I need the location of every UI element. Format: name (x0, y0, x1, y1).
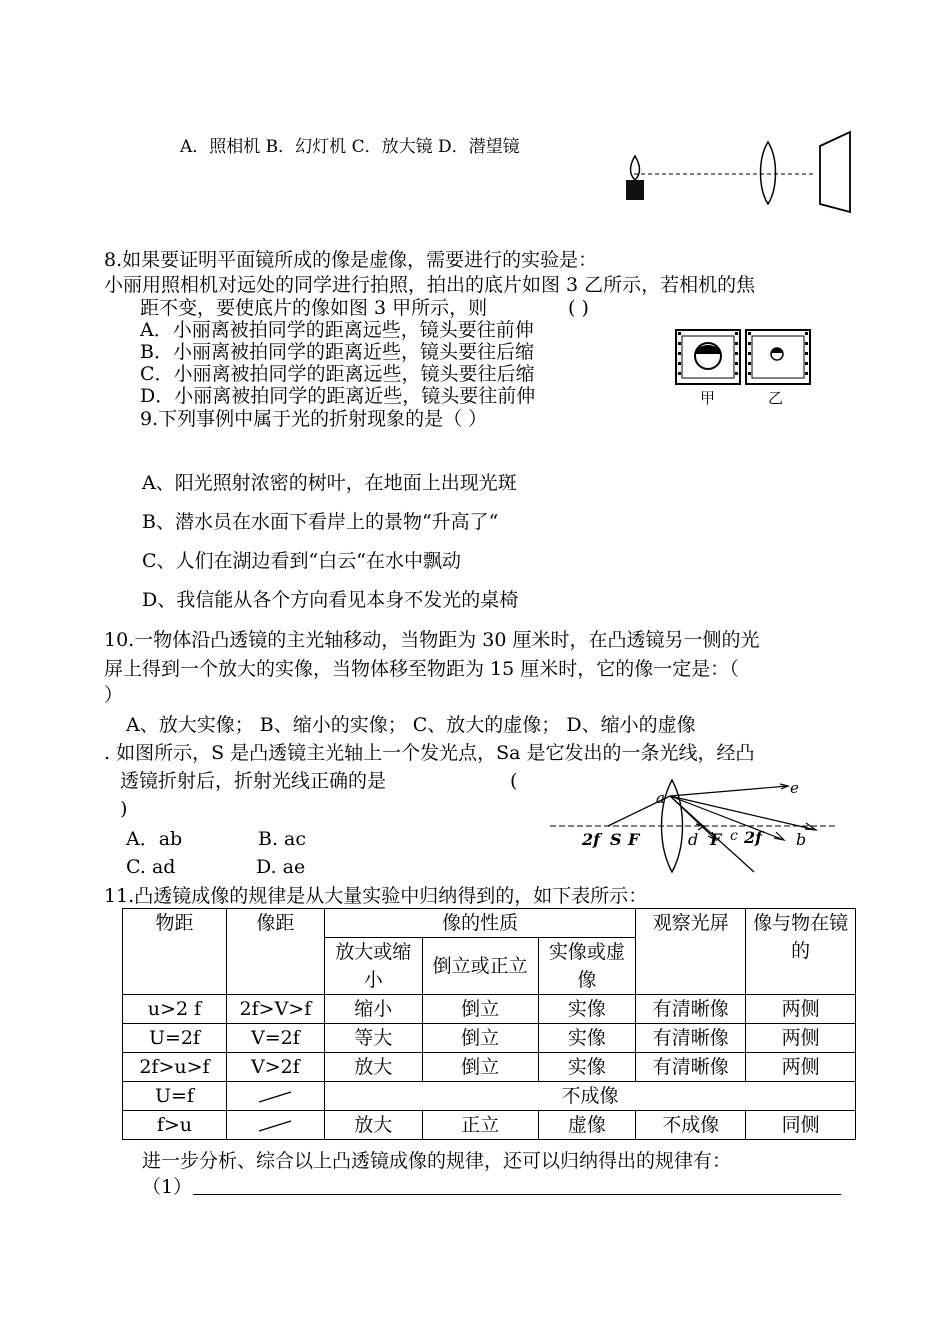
ray-ae (670, 786, 788, 796)
label-2f-left: 2f (582, 830, 601, 849)
label-e: e (790, 779, 799, 797)
label-c: c (730, 828, 738, 844)
cell-v-slash (226, 1082, 324, 1111)
q8-option-d: D．小丽离被拍同学的距离近些，镜头要往前伸 (140, 385, 536, 407)
header-screen: 观察光屏 (636, 909, 746, 995)
q10-options: A、放大实像； B、缩小的实像； C、放大的虚像； D、缩小的虚像 (126, 714, 696, 736)
q9-option-a: A、阳光照射浓密的树叶，在地面上出现光斑 (142, 472, 517, 494)
cell-orientation: 倒立 (422, 1024, 538, 1053)
q10-line2: 屏上得到一个放大的实像，当物体移至物距为 15 厘米时，它的像一定是：（ (104, 658, 739, 680)
cell-screen: 有清晰像 (636, 1053, 746, 1082)
header-side: 像与物在镜的 (746, 909, 856, 995)
q9-title: 9.下列事例中属于光的折射现象的是（ ） (140, 408, 488, 430)
label-b: b (796, 830, 807, 849)
cell-u: 2f>u>f (123, 1053, 227, 1082)
label-d: d (688, 830, 699, 849)
cell-type: 虚像 (538, 1111, 636, 1140)
cell-orientation: 倒立 (422, 995, 538, 1024)
q7-options: A．照相机 B．幻灯机 C．放大镜 D．潜望镜 (180, 137, 520, 157)
cell-size: 等大 (324, 1024, 422, 1053)
q10-line3: ） (104, 684, 124, 706)
cell-screen: 有清晰像 (636, 1024, 746, 1053)
cell-u: f>u (123, 1111, 227, 1140)
q9-option-d: D、我信能从各个方向看见本身不发光的桌椅 (142, 589, 519, 611)
q10b-paren-close: ) (120, 798, 128, 820)
q10b-option-b: B. ac (258, 828, 307, 850)
q10b-option-d: D. ae (256, 856, 306, 878)
cell-side: 两侧 (746, 1053, 856, 1082)
header-size: 放大或缩小 (324, 938, 422, 995)
q11-title: 11.凸透镜成像的规律是从大量实验中归纳得到的，如下表所示： (104, 885, 648, 907)
lens-ray-figure (548, 776, 848, 876)
slash-mark (257, 1119, 293, 1133)
q10-line1: 10.一物体沿凸透镜的主光轴移动，当物距为 30 厘米时，在凸透镜另一侧的光 (104, 629, 760, 651)
q8-option-c: C．小丽离被拍同学的距离远些，镜头要往后缩 (140, 363, 535, 385)
cell-type: 实像 (538, 1024, 636, 1053)
cell-v: V>2f (226, 1053, 324, 1082)
cell-u: U=f (123, 1082, 227, 1111)
table-row (123, 1082, 856, 1111)
cell-side: 两侧 (746, 995, 856, 1024)
cell-side: 两侧 (746, 1024, 856, 1053)
cell-u: u>2 f (123, 995, 227, 1024)
q10b-paren-open: ( (510, 770, 518, 792)
cell-u: U=2f (123, 1024, 227, 1053)
cell-v: 2f>V>f (226, 995, 324, 1024)
q8-option-a: A．小丽离被拍同学的距离远些，镜头要往前伸 (140, 319, 534, 341)
q10b-option-c: C. ad (126, 856, 176, 878)
cell-screen: 有清晰像 (636, 995, 746, 1024)
table-row (123, 1053, 856, 1082)
header-real-virtual: 实像或虚像 (538, 938, 636, 995)
header-orientation: 倒立或正立 (422, 938, 538, 995)
cell-type: 实像 (538, 1053, 636, 1082)
candle-base (626, 180, 644, 200)
q9-option-b: B、潜水员在水面下看岸上的景物“升高了“ (142, 511, 499, 533)
cell-size: 放大 (324, 1111, 422, 1140)
ray-ab (670, 796, 816, 830)
cell-side: 同侧 (746, 1111, 856, 1140)
header-object-distance: 物距 (123, 909, 227, 995)
cell-orientation: 正立 (422, 1111, 538, 1140)
cell-type: 实像 (538, 995, 636, 1024)
cell-orientation: 倒立 (422, 1053, 538, 1082)
q10b-line1: . 如图所示，S 是凸透镜主光轴上一个发光点，Sa 是它发出的一条光线，经凸 (104, 742, 755, 764)
cell-size: 缩小 (324, 995, 422, 1024)
cell-size: 放大 (324, 1053, 422, 1082)
label-a: a (656, 789, 665, 807)
convex-lens (761, 142, 776, 204)
figure-label-yi: 乙 (768, 389, 784, 407)
q10b-line2: 透镜折射后，折射光线正确的是 (120, 770, 387, 792)
table-row (123, 995, 856, 1024)
table-row (123, 1111, 856, 1140)
slash-mark (257, 1090, 293, 1104)
q8-option-b: B．小丽离被拍同学的距离近些，镜头要往后缩 (140, 341, 534, 363)
film-negative-figure (676, 330, 816, 390)
q10b-option-a: A．ab (126, 828, 183, 850)
cell-v-slash (226, 1111, 324, 1140)
label-f-left: F (628, 830, 640, 849)
q8-title: 8.如果要证明平面镜所成的像是虚像，需要进行的实验是： (104, 249, 598, 271)
q8-stem-line2: 距不变，要使底片的像如图 3 甲所示，则 (140, 297, 488, 319)
lens-imaging-table (122, 908, 856, 1140)
answer-blank-line[interactable] (193, 1194, 841, 1195)
light-screen (820, 132, 850, 212)
q11-followup: 进一步分析、综合以上凸透镜成像的规律，还可以归纳得出的规律有： (142, 1150, 732, 1172)
header-image-nature: 像的性质 (324, 909, 635, 938)
cell-screen: 不成像 (636, 1111, 746, 1140)
q8-answer-paren: ( ) (568, 297, 589, 319)
label-s: S (610, 830, 622, 849)
cell-v: V=2f (226, 1024, 324, 1053)
header-image-distance: 像距 (226, 909, 324, 995)
cell-merged: 不成像 (324, 1082, 855, 1111)
label-2f-right: 2f (744, 828, 763, 847)
candle-lens-screen-figure (616, 128, 856, 218)
candle-flame (631, 156, 640, 180)
table-row (123, 1024, 856, 1053)
figure-label-jia: 甲 (700, 389, 716, 407)
label-f-right: F (710, 830, 722, 849)
q8-stem-line1: 小丽用照相机对远处的同学进行拍照，拍出的底片如图 3 乙所示，若相机的焦 (104, 274, 756, 296)
q11-blank-label: （1） (142, 1176, 193, 1198)
q9-option-c: C、人们在湖边看到“白云“在水中飘动 (142, 550, 461, 572)
